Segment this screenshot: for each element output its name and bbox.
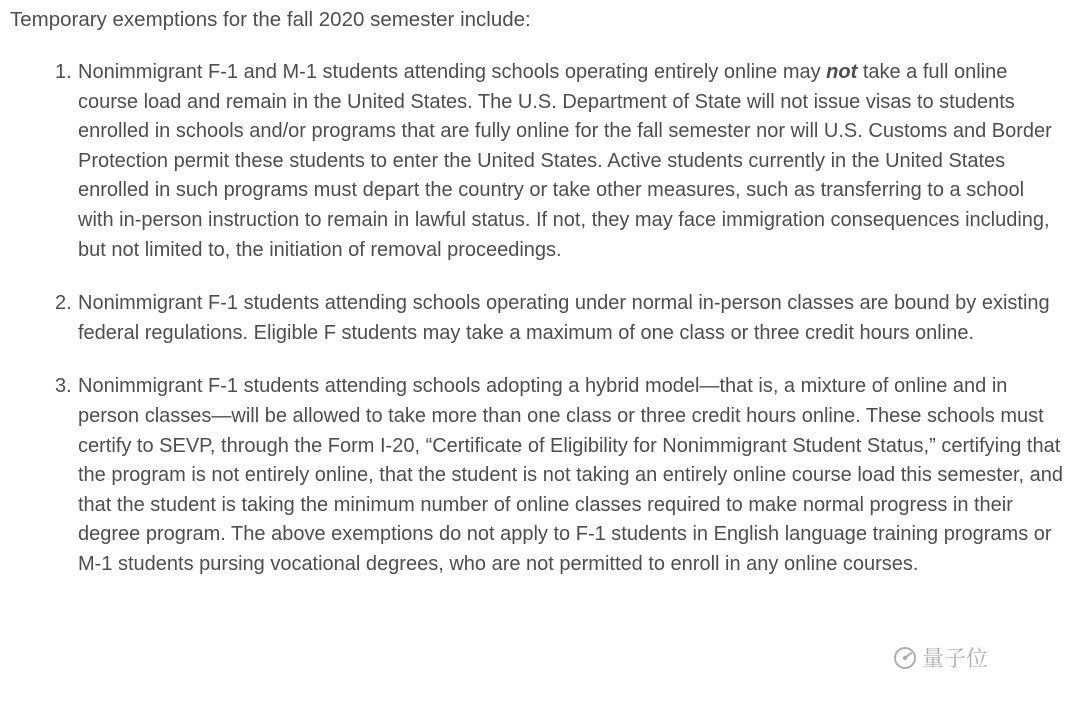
intro-line: Temporary exemptions for the fall 2020 semester include: [10,8,531,31]
list-item-1-text-before: Nonimmigrant F-1 and M-1 students attending schools operating entirely online may [78,61,827,83]
list-item-2 [55,289,1066,348]
list-item-2-number: 2. [55,292,72,315]
list-item-3 [55,372,1066,579]
watermark-label: 量子位 [922,646,989,671]
list-item-1-text-after: take a full online course load and remain in the United States. The U.S. Department of State will not issue visas to students enrolled in schools and/or programs that are fully online for the fall semester nor will U.S. Customs and Border Protection permit these students to enter the United States. Active students currently in the United States enrolled in such programs must depart the country or take other measures, such as transferring to a school with in-person instruction to remain in lawful status. If not, they may face immigration consequences including, but not limited to, the initiation of removal proceedings. [78,61,1052,261]
qbitai-logo-icon [893,646,917,670]
list-item-1 [55,58,1066,265]
list-item-3-number: 3. [55,375,72,398]
list-item-1-bold-word: not [826,61,858,83]
exemption-list [10,58,1066,580]
list-item-1-text [78,58,1066,265]
list-item-3-text: Nonimmigrant F-1 students attending schools adopting a hybrid model—that is, a mixture of online and in person classes—will be allowed to take more than one class or three credit hours online. These schools must certify to SEVP, through the Form I-20, “Certificate of Eligibility for Nonimmigrant Student Status,” certifying that the program is not entirely online, that the student is not taking an entirely online course load this semester, and that the student is taking the minimum number of online classes required to make normal progress in their degree program. The above exemptions do not apply to F-1 students in English language training programs or M-1 students pursing vocational degrees, who are not permitted to enroll in any online courses. [78,375,1064,575]
list-item-2-text: Nonimmigrant F-1 students attending schools operating under normal in-person classes are bound by existing federal regulations. Eligible F students may take a maximum of one class or three credit hours online. [78,292,1050,344]
list-item-1-number: 1. [55,61,72,83]
watermark [893,642,988,673]
